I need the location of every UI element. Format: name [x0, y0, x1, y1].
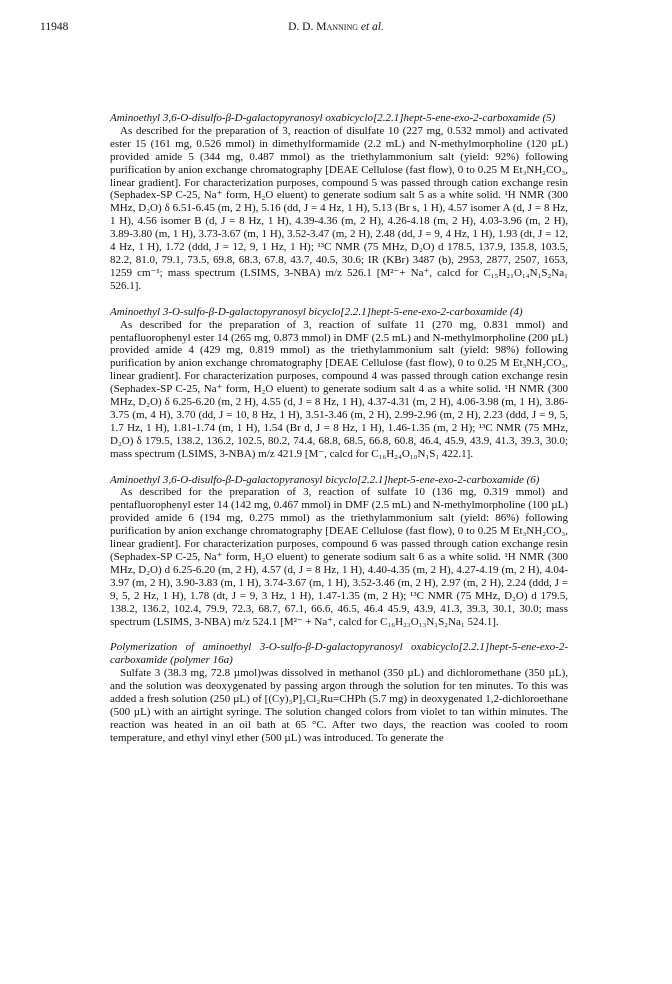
- article-body: [110, 112, 568, 758]
- section-body: As described for the preparation of 3, reaction of sulfate 10 (136 mg, 0.319 mmol) and pentafluorophenyl ester 14 (142 mg, 0.467 mmol) in DMF (2.5 mL) and N-methylmorpholine (100 µL) provided amide 6 (194 mg, 0.275 mmol) as the triethylammonium salt (yield: 86%) following purification by anion exchange chromatography [DEAE Cellulose (fast flow), 0 to 0.25 M Et₃NH₂CO₃, linear gradient]. For characterization purposes, compound 6 was passed through cation exchange resin (Sephadex-SP C-25, Na⁺ form, H₂O eluent) to generate sodium salt 6 as a white solid. ¹H NMR (300 MHz, D₂O) d 6.25-6.20 (m, 2 H), 4.57 (d, J = 8 Hz, 1 H), 4.40-4.35 (m, 2 H), 4.27-4.19 (m, 2 H), 4.04-3.97 (m, 2 H), 3.90-3.83 (m, 1 H), 3.74-3.67 (m, 1 H), 3.52-3.46 (m, 2 H), 2.97 (m, 2 H), 2.24 (ddd, J = 9, 5, 2 Hz, 1 H), 1.78 (dt, J = 9, 3 Hz, 1 H), 1.47-1.35 (m, 2 H); ¹³C NMR (75 MHz, D₂O) d 179.5, 138.2, 136.2, 102.4, 79.9, 72.3, 68.7, 67.1, 66.6, 46.5, 46.4 45.9, 43.9, 41.3, 39.3, 30.1, 30.0; mass spectrum (LSIMS, 3-NBA) m/z 524.1 [M²⁻ + Na⁺, calcd for C₁₆H₂₃O₁₃N₁S₂Na₁ 524.1].: [110, 486, 568, 628]
- section-title: Aminoethyl 3,6-O-disulfo-β-D-galactopyranosyl bicyclo[2.2.1]hept-5-ene-exo-2-carboxamide (6): [110, 473, 540, 486]
- experimental-section: [110, 474, 568, 629]
- section-title: Aminoethyl 3-O-sulfo-β-D-galactopyranosyl bicyclo[2.2.1]hept-5-ene-exo-2-carboxamide (4): [110, 305, 523, 318]
- section-body: As described for the preparation of 3, reaction of disulfate 10 (227 mg, 0.532 mmol) and activated ester 15 (161 mg, 0.526 mmol) in dimethylformamide (2.2 mL) and N-methylmorpholine (120 µL) provided amide 5 (344 mg, 0.487 mmol) as the triethylammonium salt (yield: 92%) following purification by anion exchange chromatography [DEAE Cellulose (fast flow), 0 to 0.25 M Et₃NH₂CO₃, linear gradient]. For characterization purposes, compound 5 was passed through cation exchange resin (Sephadex-SP C-25, Na⁺ form, H₂O eluent) to generate sodium salt 5 as a white solid. ¹H NMR (300 MHz, D₂O) δ 6.51-6.45 (m, 2 H), 5.16 (dd, J = 4 Hz, 1 H), 5.13 (Br s, 1 H), 4.57 isomer A (d, J = 8 Hz, 1 H), 4.56 isomer B (d, J = 8 Hz, 1 H), 4.39-4.36 (m, 2 H), 4.26-4.18 (m, 2 H), 4.03-3.96 (m, 2 H), 3.89-3.80 (m, 1 H), 3.73-3.67 (m, 1 H), 3.52-3.47 (m, 2 H), 2.48 (dd, J = 9, 4 Hz, 1 H), 1.93 (dt, J = 12, 4 Hz, 1 H), 1.72 (ddd, J = 12, 9, 1 Hz, 1 H); ¹³C NMR (75 MHz, D₂O) d 178.5, 137.9, 135.8, 103.5, 82.2, 81.0, 79.1, 73.5, 69.8, 68.3, 67.8, 43.7, 40.5, 30.6; IR (KBr) 3487 (b), 2953, 2877, 2507, 1653, 1259 cm⁻¹; mass spectrum (LSIMS, 3-NBA) m/z 526.1 [M²⁻+ Na⁺, calcd for C₁₅H₂₁O₁₄N₁S₂Na₁ 526.1].: [110, 124, 568, 292]
- experimental-section: [110, 641, 568, 744]
- section-title: Aminoethyl 3,6-O-disulfo-β-D-galactopyranosyl oxabicyclo[2.2.1]hept-5-ene-exo-2-carboxamide (5): [110, 112, 556, 124]
- page-number: 11948: [40, 21, 69, 33]
- running-header: [0, 21, 672, 41]
- et-al: et al.: [360, 21, 384, 33]
- section-title: Polymerization of aminoethyl 3-O-sulfo-β-D-galactopyranosyl oxabicyclo[2.2.1]hept-5-ene-exo-2-carboxamide (polymer 16a): [110, 641, 568, 667]
- experimental-section: [110, 306, 568, 461]
- running-authors: [0, 21, 672, 33]
- section-body: Sulfate 3 (38.3 mg, 72.8 µmol)was dissolved in methanol (350 µL) and dichloromethane (350 µL), and the solution was deoxygenated by passing argon through the solution for ten minutes. To this was added a fresh solution (250 µL) of [(Cy)₃P]₂Cl₂Ru=CHPh (5.7 mg) in deoxygenated 1,2-dichloroethane (500 µL) with an airtight syringe. The solution changed colors from violet to tan within minutes. The reaction was heated in an oil bath at 65 °C. After two days, the reaction was cooled to room temperature, and ethyl vinyl ether (500 µL) was introduced. To generate the: [110, 667, 568, 744]
- author-names: D. D. Manning: [288, 21, 358, 33]
- section-body: As described for the preparation of 3, reaction of sulfate 11 (270 mg, 0.831 mmol) and pentafluorophenyl ester 14 (265 mg, 0.873 mmol) in DMF (2.5 mL) and N-methylmorpholine (200 µL) provided amide 4 (429 mg, 0.819 mmol) as the triethylammonium salt (yield: 98%) following purification by anion exchange chromatography [DEAE Cellulose (fast flow), 0 to 0.25 M Et₃NH₂CO₃, linear gradient]. For characterization purposes, compound 4 was passed through cation exchange resin (Sephadex-SP C-25, Na⁺ form, H₂O eluent) to generate sodium salt 4 as a white solid. ¹H NMR (300 MHz, D₂O) δ 6.25-6.20 (m, 2 H), 4.55 (d, J = 8 Hz, 1 H), 4.37-4.31 (m, 2 H), 4.06-3.98 (m, 1 H), 3.86-3.75 (m, 4 H), 3.70 (dd, J = 10, 8 Hz, 1 H), 3.51-3.46 (m, 2 H), 2.99-2.96 (m, 2 H), 2.23 (ddd, J = 9, 5, 1.7 Hz, 1 H), 1.81-1.74 (m, 1 H), 1.54 (Br d, J = 8 Hz, 1 H), 1.46-1.35 (m, 2 H); ¹³C NMR (75 MHz, D₂O) δ 179.5, 138.2, 136.2, 102.5, 80.2, 74.4, 68.8, 68.5, 66.8, 60.8, 46.4, 45.9, 43.9, 41.3, 39.3, 30.0; mass spectrum (LSIMS, 3-NBA) m/z 421.9 [M⁻, calcd for C₁₆H₂₄O₁₀N₁S₁ 422.1].: [110, 318, 568, 460]
- experimental-section: [110, 112, 568, 293]
